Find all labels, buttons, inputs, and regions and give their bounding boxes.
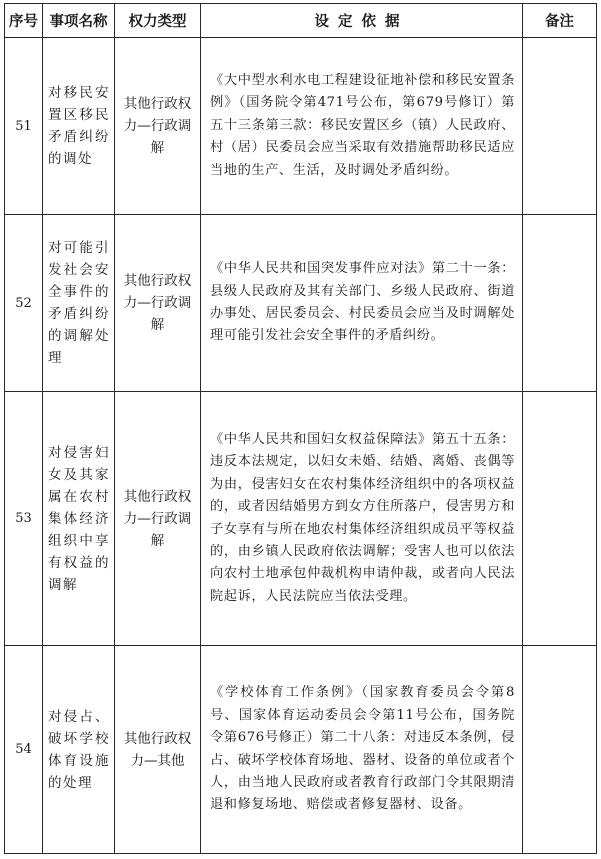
row-basis: 《中华人民共和国妇女权益保障法》第五十五条：违反本法规定，以妇女未婚、结婚、离婚、丧偶等为由，侵害妇女在农村集体经济组织中的各项权益的，或者因结婚男方到女方住所落户，侵害男方和子女享有与所在地农村集体经济组织成员平等权益的，由乡镇人民政府依法调解；受害人也可以依法向农村土地承包仲裁机构申请仲裁，或者向人民法院起诉，人民法院应当依法受理。: [201, 392, 523, 646]
row-seq: 52: [5, 215, 43, 392]
table-row: [5, 215, 597, 392]
row-seq: 51: [5, 38, 43, 215]
row-note: [523, 38, 597, 215]
document-page: [4, 3, 596, 854]
table-row: [5, 392, 597, 646]
table-row: [5, 646, 597, 854]
header-basis: 设定依据: [201, 4, 523, 38]
table-header-row: [5, 4, 597, 38]
row-note: [523, 392, 597, 646]
header-type: 权力类型: [115, 4, 201, 38]
row-name: 对侵害妇女及其家属在农村集体经济组织中享有权益的调解: [43, 392, 115, 646]
row-name: 对可能引发社会安全事件的矛盾纠纷的调解处理: [43, 215, 115, 392]
row-seq: 54: [5, 646, 43, 854]
row-name: 对移民安置区移民矛盾纠纷的调处: [43, 38, 115, 215]
row-type: 其他行政权力—行政调解: [115, 215, 201, 392]
power-list-table: [4, 3, 597, 854]
row-basis: 《学校体育工作条例》（国家教育委员会令第8号、国家体育运动委员会令第11号公布，国务院令第676号修正）第二十八条：对违反本条例，侵占、破坏学校体育场地、器材、设备的单位或者个人，由当地人民政府或者教育行政部门令其限期清退和修复场地、赔偿或者修复器材、设备。: [201, 646, 523, 854]
row-note: [523, 646, 597, 854]
header-name: 事项名称: [43, 4, 115, 38]
row-basis: 《中华人民共和国突发事件应对法》第二十一条：县级人民政府及其有关部门、乡级人民政府、街道办事处、居民委员会、村民委员会应当及时调解处理可能引发社会安全事件的矛盾纠纷。: [201, 215, 523, 392]
header-note: 备注: [523, 4, 597, 38]
row-name: 对侵占、破坏学校体育设施的处理: [43, 646, 115, 854]
row-type: 其他行政权力—行政调解: [115, 392, 201, 646]
row-type: 其他行政权力—其他: [115, 646, 201, 854]
row-type: 其他行政权力—行政调解: [115, 38, 201, 215]
row-seq: 53: [5, 392, 43, 646]
row-basis: 《大中型水利水电工程建设征地补偿和移民安置条例》（国务院令第471号公布，第679号修订）第五十三条第三款：移民安置区乡（镇）人民政府、村（居）民委员会应当采取有效措施帮助移民适应当地的生产、生活，及时调处矛盾纠纷。: [201, 38, 523, 215]
table-row: [5, 38, 597, 215]
row-note: [523, 215, 597, 392]
header-seq: 序号: [5, 4, 43, 38]
